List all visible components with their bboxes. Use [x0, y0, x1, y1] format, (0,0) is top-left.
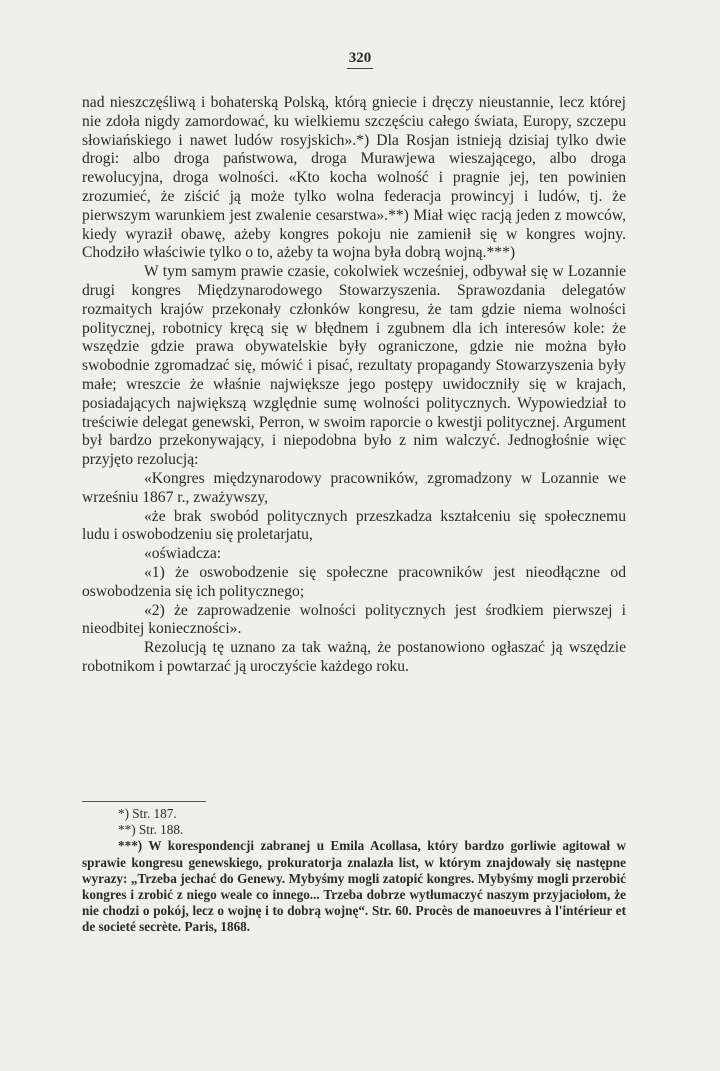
main-text — [82, 94, 626, 677]
quote-paragraph: «Kongres międzynarodowy pracowników, zgromadzony w Lozannie we wrześniu 1867 r., zważywszy, — [82, 469, 626, 506]
quote-paragraph: «że brak swobód politycznych przeszkadza kształceniu się społecznemu ludu i oswobodzeniu się proletarjatu, — [82, 507, 626, 544]
quote-paragraph: «1) że oswobodzenie się społeczne pracowników jest nieodłączne od oswobodzenia się ich politycznego; — [82, 563, 626, 600]
quote-paragraph: «2) że zaprowadzenie wolności politycznych jest środkiem pierwszej i nieodbitej konieczności». — [82, 601, 626, 638]
paragraph: Rezolucją tę uznano za tak ważną, że postanowiono ogłaszać ją wszędzie robotnikom i powtarzać ją uroczyście każdego roku. — [82, 639, 626, 675]
footnote-divider — [82, 801, 206, 802]
footnote: ***) W korespondencji zabranej u Emila Acollasa, który bardzo gorliwie agitował w sprawie kongresu genewskiego, prokuratorja znalazła list, w którym znajdowały się następne wyrazy: „Trzeba jechać do Genewy. Mybyśmy mogli zatopić kongres. Mybyśmy mogli przerobić kongres i zrobić z niego weale co innego... Trzeba dobrze wytłumaczyć naszym przyjaciołom, że nie chodzi o pokój, lecz o wojnę i to dobrą wojnę“. Str. 60. Procès de manoeuvres à l'intérieur et de societé secrète. Paris, 1868. — [82, 838, 626, 935]
paragraph: nad nieszczęśliwą i bohaterską Polską, którą gniecie i dręczy nieustannie, lecz której nie zdoła nigdy zamordować, ku wielkiemu szczęściu całego świata, Europy, szczepu słowiańskiego i nawet ludów rosyjskich».*) Dla Rosjan istnieją dzisiaj tylko dwie drogi: albo droga państwowa, droga Murawjewa wieszającego, albo droga rewolucyjna, droga wolności. «Kto kocha wolność i pragnie jej, ten powinien zrozumieć, że ziścić ją może tylko wolna federacja prowincyj i ludów, tj. że pierwszym warunkiem jest zwalenie cesarstwa».**) Miał więc racją jeden z mowców, kiedy wyraził obawę, ażeby kongres pokoju nie zamienił się w kongres wojny. Chodziło właściwie tylko o to, ażeby ta wojna była dobrą wojną.***) — [82, 94, 626, 262]
footnotes — [82, 806, 626, 936]
page-number — [0, 50, 720, 69]
footnote: **) Str. 188. — [118, 822, 184, 838]
footnote: *) Str. 187. — [118, 806, 177, 821]
quote-paragraph: «oświadcza: — [144, 545, 222, 563]
page-number-text: 320 — [347, 50, 374, 69]
paragraph: W tym samym prawie czasie, cokolwiek wcześniej, odbywał się w Lozannie drugi kongres Międzynarodowego Stowarzyszenia. Sprawozdania delegatów rozmaitych krajów przekonały członków kongresu, że tam gdzie niema wolności politycznej, robotnicy kręcą się w błędnem i zgubnem dla ich interesów kole: że wszędzie gdzie prawa obywatelskie były ograniczone, gdzie nie można było swobodnie zgromadzać się, mówić i pisać, rezultaty propagandy Stowarzyszenia były małe; wreszcie że właśnie największe jego postępy uwidoczniły się w krajach, posiadających największą względnie sumę wolności politycznych. Wypowiedział to treściwie delegat genewski, Perron, w swoim raporcie o kwestji politycznej. Argument był bardzo przekonywający, i niepodobna było z nim walczyć. Jednogłośnie więc przyjęto rezolucją: — [82, 263, 626, 469]
